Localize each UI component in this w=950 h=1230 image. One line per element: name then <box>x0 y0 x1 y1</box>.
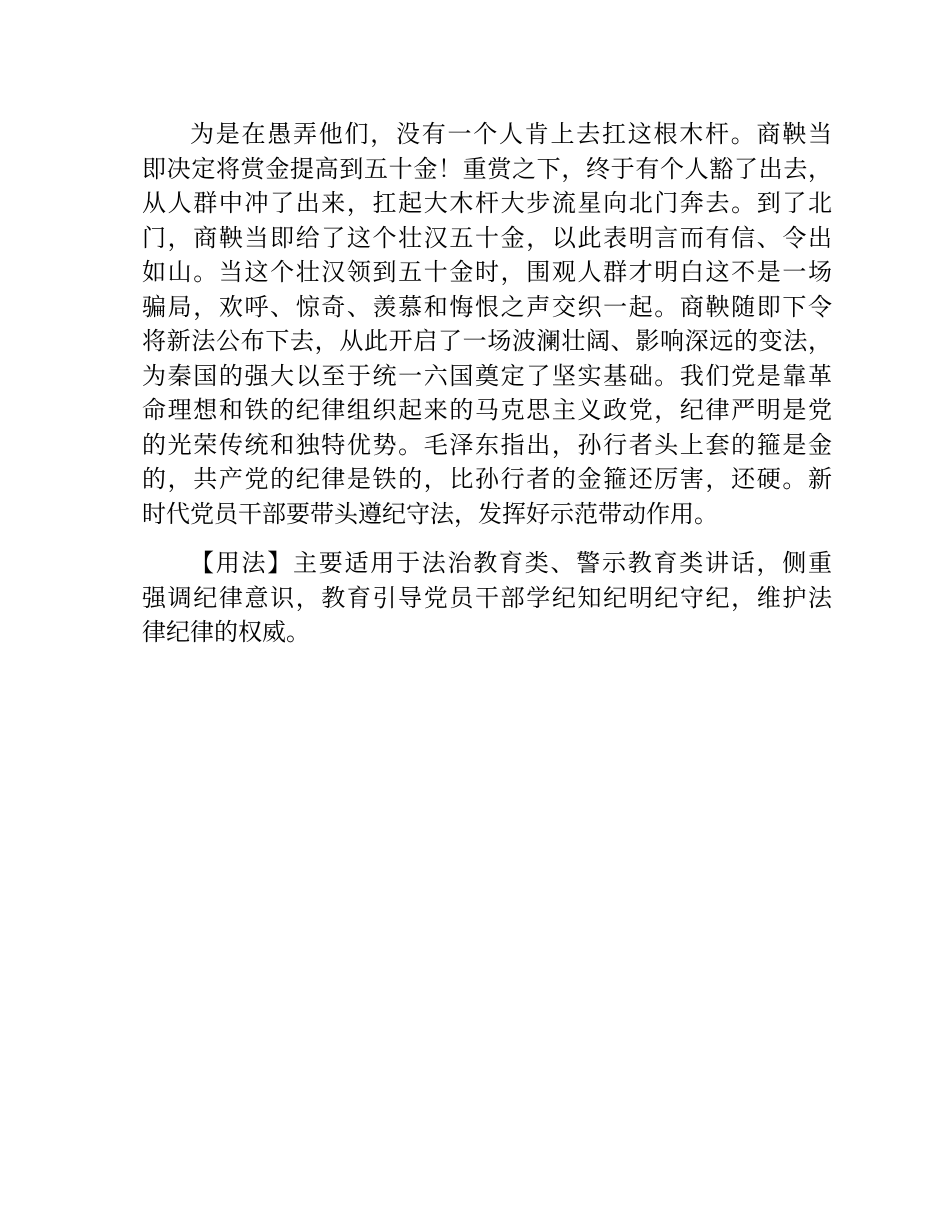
paragraph-usage <box>142 546 832 650</box>
text-line: 命理想和铁的纪律组织起来的马克思主义政党，纪律严明是党 <box>142 396 832 424</box>
text-line: 为是在愚弄他们，没有一个人肯上去扛这根木杆。商鞅当 <box>190 120 832 148</box>
text-line: 门，商鞅当即给了这个壮汉五十金，以此表明言而有信、令出 <box>142 223 832 252</box>
text-line: 从人群中冲了出来，扛起大木杆大步流星向北门奔去。到了北 <box>142 189 832 217</box>
text-line: 的光荣传统和独特优势。毛泽东指出，孙行者头上套的箍是金 <box>142 430 832 459</box>
text-line: 时代党员干部要带头遵纪守法，发挥好示范带动作用。 <box>142 499 718 528</box>
text-line: 【用法】主要适用于法治教育类、警示教育类讲话，侧重 <box>190 549 832 577</box>
text-line: 的，共产党的纪律是铁的，比孙行者的金箍还厉害，还硬。新 <box>142 465 832 493</box>
text-line: 将新法公布下去，从此开启了一场波澜壮阔、影响深远的变法， <box>142 327 832 355</box>
text-line: 律纪律的权威。 <box>142 618 310 646</box>
text-line: 即决定将赏金提高到五十金！重赏之下，终于有个人豁了出去， <box>142 154 832 183</box>
text-line: 骗局，欢呼、惊奇、羡慕和悔恨之声交织一起。商鞅随即下令 <box>142 292 832 321</box>
text-line: 强调纪律意识，教育引导党员干部学纪知纪明纪守纪，维护法 <box>142 583 832 612</box>
paragraph-story <box>142 117 832 531</box>
document-body <box>142 117 832 650</box>
paragraph-spacer <box>142 531 832 546</box>
text-line: 如山。当这个壮汉领到五十金时，围观人群才明白这不是一场 <box>142 258 832 286</box>
text-line: 为秦国的强大以至于统一六国奠定了坚实基础。我们党是靠革 <box>142 361 832 390</box>
